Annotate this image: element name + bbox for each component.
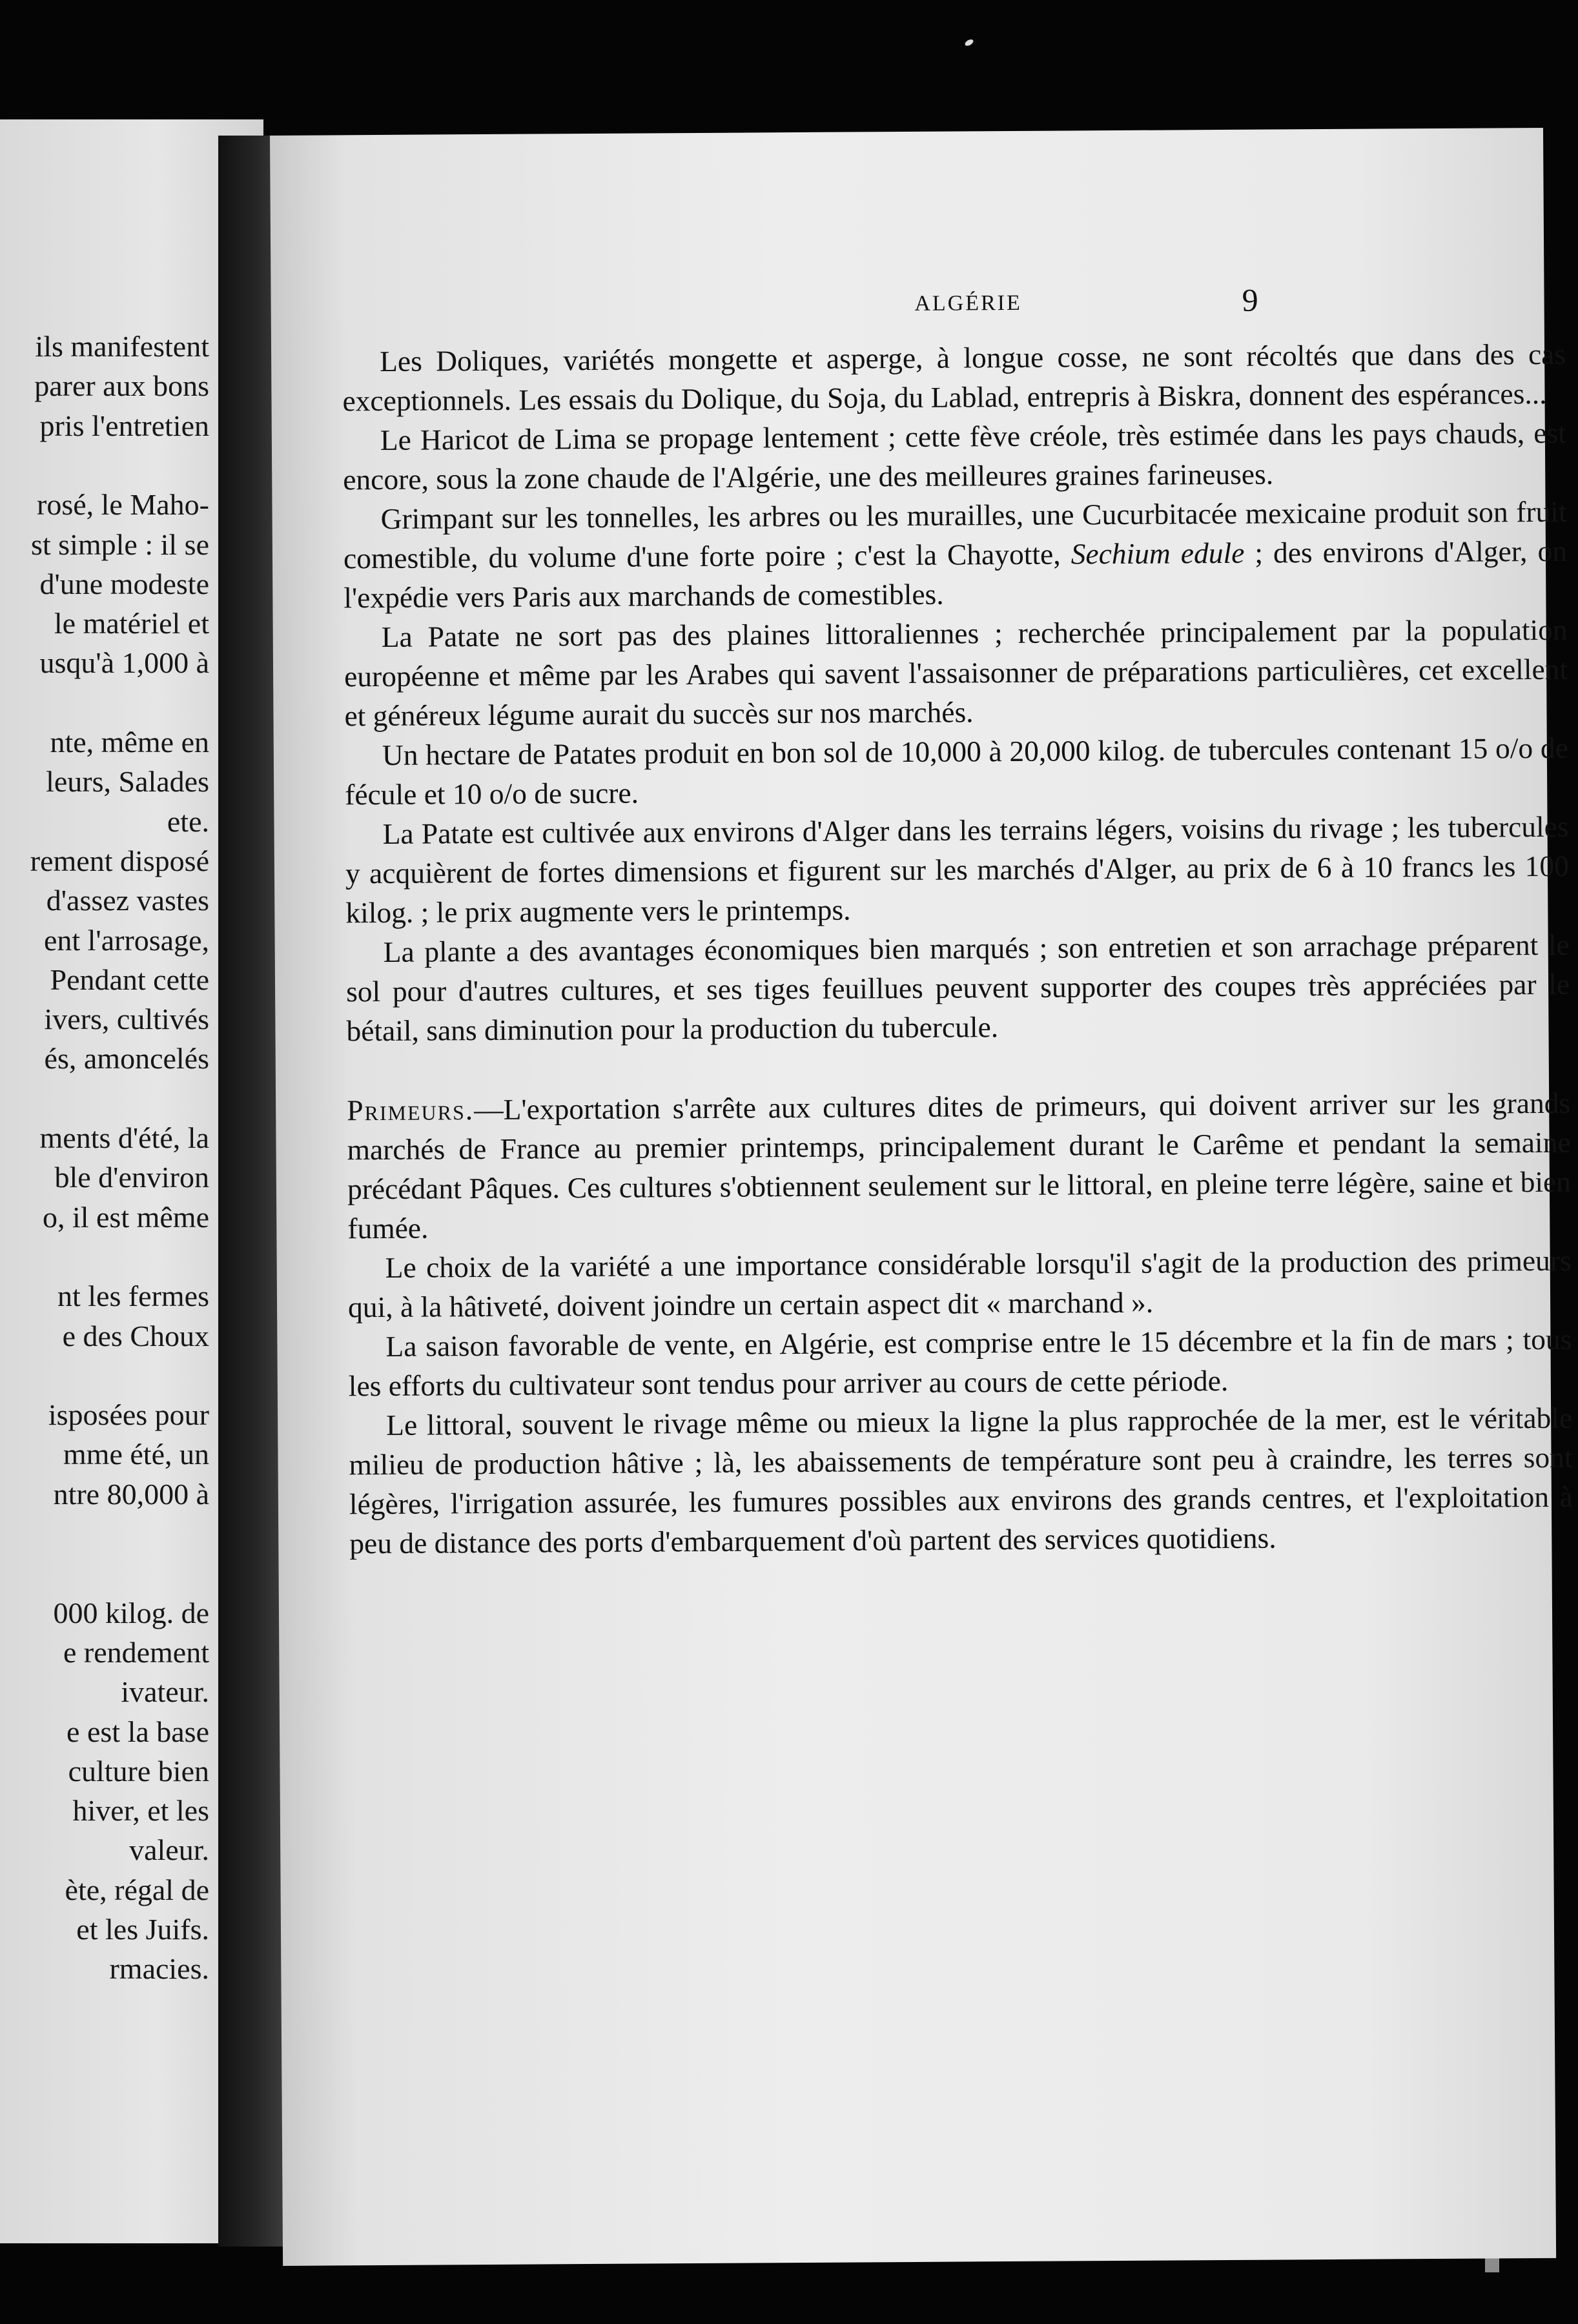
paragraph: La saison favorable de vente, en Algérie, est comprise entre le 15 décembre et la fin de mars ; tous les efforts du cultivateur sont tendus pour arriver au cours de cette période. — [348, 1322, 1572, 1403]
paragraph — [343, 492, 1567, 618]
left-page-line: hiver, et les — [72, 1794, 209, 1828]
left-page-line: ments d'été, la — [39, 1121, 209, 1154]
left-page-line: ète, régal de — [65, 1873, 209, 1906]
left-page-line: ils manifestent — [35, 330, 209, 363]
left-page-line: st simple : il se — [31, 527, 209, 561]
left-page-line: le matériel et — [54, 607, 209, 640]
left-page-line: ivateur. — [121, 1675, 209, 1709]
left-page-line: o, il est même — [42, 1200, 209, 1234]
left-page-line: ent l'arrosage, — [43, 923, 209, 957]
left-page-line: parer aux bons — [34, 369, 209, 403]
left-page-line: e des Choux — [62, 1319, 209, 1352]
botanical-name: Sechium edule — [1071, 536, 1245, 571]
left-page-line: pris l'entretien — [39, 409, 209, 442]
left-page-line: ntre 80,000 à — [53, 1477, 209, 1511]
running-head: ALGÉRIE — [914, 290, 1022, 316]
left-page-line: e rendement — [63, 1635, 209, 1669]
left-page-line: nte, même en — [50, 726, 209, 759]
section-paragraph — [347, 1083, 1571, 1249]
left-page-line: usqu'à 1,000 à — [39, 646, 209, 680]
left-page-line: ble d'environ — [54, 1161, 209, 1194]
paragraph-text: ; des environs d'Alger, on l'expédie vers Paris aux marchands de comestibles. — [343, 534, 1568, 615]
left-page-line: nt les fermes — [57, 1279, 209, 1313]
paragraph: Le Haricot de Lima se propage lentement ; cette fève créole, très estimée dans les pays chauds, est encore, sous la zone chaude de l'Algérie, une des meilleures graines farineuses. — [343, 416, 1567, 496]
page-body — [342, 334, 1573, 1564]
book-page — [270, 128, 1573, 2266]
paragraph-text: Grimpant sur les tonnelles, les arbres ou les murailles, une Cucurbitacée mexicaine produit son fruit comestible, du volume d'une forte poire ; c'est la Chayotte, — [343, 494, 1567, 575]
left-page-line: és, amoncelés — [44, 1042, 209, 1075]
left-page-line: culture bien — [68, 1754, 209, 1788]
paragraph-text: —L'exportation s'arrête aux cultures dites de primeurs, qui doivent arriver sur les grands marchés de France au premier printemps, principalement durant le Carême et pendant la semaine précédant Pâques. Ces cultures s'obtiennent seulement sur le littoral, en pleine terre légère, saine et bien fumée. — [347, 1086, 1572, 1245]
left-page-line: leurs, Salades — [46, 765, 209, 799]
left-page-line: rosé, le Maho- — [37, 488, 209, 522]
left-page-line: rement disposé — [30, 844, 209, 877]
left-page-line: rmacies. — [109, 1952, 209, 1986]
left-page-line: ete. — [167, 804, 209, 838]
left-page-line: Pendant cette — [50, 963, 209, 996]
left-page-line: isposées pour — [48, 1398, 209, 1432]
left-page-line: valeur. — [129, 1833, 209, 1867]
section-title: Primeurs. — [347, 1093, 475, 1127]
paragraph: Le choix de la variété a une importance considérable lorsqu'il s'agit de la production des primeurs qui, à la hâtiveté, doivent joindre un certain aspect dit « marchand ». — [347, 1243, 1572, 1324]
left-page-line: ivers, cultivés — [44, 1003, 209, 1036]
left-page-line: 000 kilog. de — [53, 1596, 209, 1629]
paragraph: La plante a des avantages économiques bien marqués ; son entretien et son arrachage préparent le sol pour d'autres cultures, et ses tiges feuillues peuvent supporter des coupes très appréciées par le bétail, sans diminution pour la production du tubercule. — [345, 928, 1570, 1048]
left-page-line: d'une modeste — [39, 567, 209, 600]
left-page-line: e est la base — [67, 1715, 209, 1748]
paragraph: La Patate est cultivée aux environs d'Alger dans les terrains légers, voisins du rivage ; les tubercules y acquièrent de fortes dimensions et figurent sur les marchés d'Alger, au prix de 6 à 10 francs les 100 kilog. ; le prix augmente vers le printemps. — [345, 810, 1570, 930]
paragraph: La Patate ne sort pas des plaines littoraliennes ; recherchée principalement par la population européenne et même par les Arabes qui savent l'assaisonner de préparations particulières, cet excellent et généreux légume aurait du succès sur nos marchés. — [343, 613, 1568, 733]
left-page-line: et les Juifs. — [76, 1913, 209, 1946]
paragraph: Le littoral, souvent le rivage même ou mieux la ligne la plus rapprochée de la mer, est le véritable milieu de production hâtive ; là, les abaissements de température sont peu à craindre, les terres sont légères, l'irrigation assurée, les fumures possibles aux environs des grands centres, et l'exploitation à peu de distance des ports d'embarquement d'où partent des services quotidiens. — [349, 1401, 1573, 1560]
paragraph: Un hectare de Patates produit en bon sol de 10,000 à 20,000 kilog. de tubercules contenant 15 o/o de fécule et 10 o/o de sucre. — [345, 731, 1568, 811]
dust-mark — [964, 38, 974, 47]
paragraph: Les Doliques, variétés mongette et asperge, à longue cosse, ne sont récoltés que dans des cas exceptionnels. Les essais du Dolique, du Soja, du Lablad, entrepris à Biskra, donnent des espérances... — [342, 337, 1566, 418]
page-number: 9 — [1242, 281, 1258, 318]
left-page-line: d'assez vastes — [46, 884, 209, 917]
left-page-line: mme été, un — [63, 1438, 209, 1471]
